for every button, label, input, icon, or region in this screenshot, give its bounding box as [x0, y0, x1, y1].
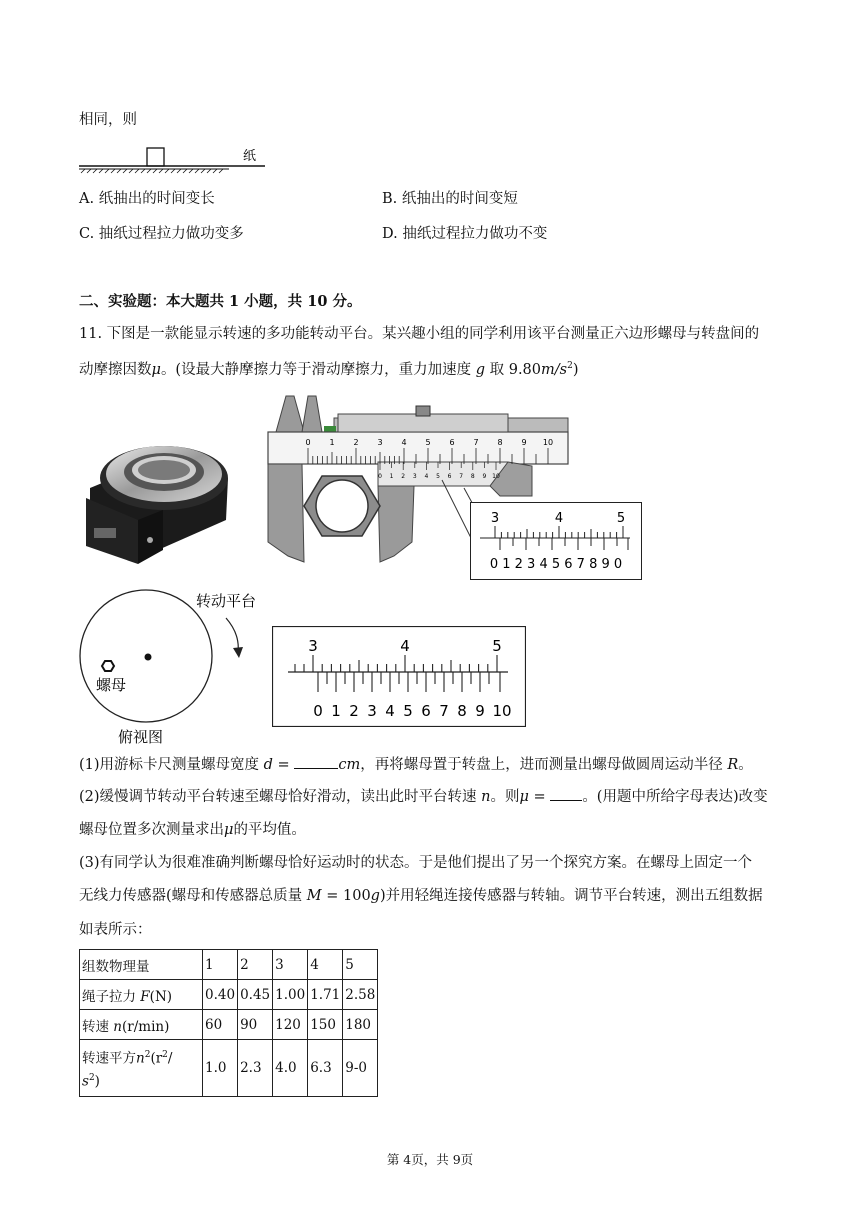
svg-text:5: 5 — [425, 438, 431, 447]
svg-text:3: 3 — [308, 637, 318, 655]
part1-text-a: (1)用游标卡尺测量螺母宽度 — [79, 757, 264, 773]
n-symbol: n — [481, 789, 491, 805]
svg-text:0: 0 — [305, 438, 311, 447]
svg-text:4: 4 — [424, 473, 429, 480]
table-row-label — [80, 1010, 203, 1040]
g-symbol: g — [475, 361, 485, 378]
table-cell: 4 — [308, 950, 343, 980]
svg-text:3: 3 — [367, 702, 377, 720]
svg-text:6: 6 — [447, 473, 452, 480]
table-cell: 60 — [203, 1010, 238, 1040]
thumb-screw — [416, 406, 430, 416]
part3-text-b: = 100 — [321, 888, 371, 904]
svg-text:3: 3 — [412, 473, 417, 480]
moving-jaw — [378, 486, 414, 562]
F-symbol: F — [140, 988, 150, 1005]
label-slash: / — [167, 1050, 173, 1066]
vernier-zoom-small — [470, 502, 642, 580]
table-row — [80, 950, 378, 980]
svg-text:6: 6 — [449, 438, 455, 447]
svg-text:3: 3 — [377, 438, 383, 447]
table-row — [80, 980, 378, 1010]
table-row — [80, 1010, 378, 1040]
vernier-zoom-large — [272, 626, 526, 727]
n-symbol: n — [113, 1018, 122, 1035]
answer-blank-d[interactable] — [294, 754, 338, 769]
table-row-label: 转速平方$n^2(r^2/$ $s^2$) — [80, 1040, 203, 1097]
section-heading: 二、实验题：本大题共 1 小题，共 10 分。 — [79, 293, 362, 310]
svg-text:2: 2 — [349, 702, 359, 720]
zoom-vernier-labels: 0 1 2 3 4 5 6 7 8 9 0 — [489, 557, 623, 572]
part2-text-a: (2)缓慢调节转动平台转速至螺母恰好滑动，读出此时平台转速 — [79, 789, 482, 805]
table-cell: 120 — [273, 1010, 308, 1040]
q11-text: ) — [572, 361, 579, 378]
table-cell: 180 — [343, 1010, 378, 1040]
table-cell: 4.0 — [273, 1040, 308, 1097]
table-cell: 1.0 — [203, 1040, 238, 1097]
d-symbol: d — [263, 757, 273, 773]
mu-symbol: μ — [224, 822, 234, 838]
table-cell: 2.3 — [238, 1040, 273, 1097]
answer-blank-mu[interactable] — [550, 786, 582, 801]
block — [147, 148, 164, 166]
svg-text:3: 3 — [490, 511, 500, 526]
svg-text:7: 7 — [439, 702, 449, 720]
svg-text:10: 10 — [492, 473, 500, 480]
svg-text:5: 5 — [403, 702, 413, 720]
table-cell: 0.45 — [238, 980, 273, 1010]
part1-text — [79, 754, 753, 775]
svg-text:4: 4 — [400, 637, 410, 655]
mu-symbol: μ — [519, 789, 529, 805]
q11-line2 — [79, 356, 579, 380]
part3-line2 — [79, 886, 763, 906]
label-unit: (N) — [149, 988, 173, 1005]
table-cell: 2.58 — [343, 980, 378, 1010]
label-text: 转速平方 — [82, 1050, 136, 1066]
table-cell: 1 — [203, 950, 238, 980]
part2-text-c: 。(用题中所给字母表达)改变 — [582, 789, 768, 805]
part3-line1: (3)有同学认为很难准确判断螺母恰好运动时的状态。于是他们提出了另一个探究方案。在螺母上固定一个 — [79, 855, 753, 871]
svg-text:7: 7 — [473, 438, 479, 447]
svg-text:8: 8 — [497, 438, 503, 447]
table-cell: 1.00 — [273, 980, 308, 1010]
table-cell: 3 — [273, 950, 308, 980]
part1-text-c: 。 — [738, 757, 753, 773]
q11-text: 取 9.80 — [485, 361, 542, 378]
label-unit: (r/min) — [122, 1018, 170, 1035]
mu-symbol: μ — [151, 361, 161, 378]
M-symbol: M — [306, 888, 322, 904]
label-paren: ) — [94, 1073, 100, 1090]
paper-label: 纸 — [243, 149, 257, 164]
data-table — [79, 949, 378, 1097]
svg-text:8: 8 — [457, 702, 467, 720]
svg-text:10: 10 — [492, 702, 512, 720]
unit-g: g — [370, 888, 380, 904]
s-symbol: s — [82, 1073, 89, 1090]
fixed-jaw — [268, 464, 304, 562]
option-a: A. 纸抽出的时间变长 — [79, 191, 215, 207]
R-symbol: R — [727, 757, 739, 773]
center-axis — [145, 654, 152, 661]
svg-text:4: 4 — [385, 702, 395, 720]
svg-text:9: 9 — [482, 473, 487, 480]
table-cell: 150 — [308, 1010, 343, 1040]
part3-line3: 如表所示： — [79, 922, 152, 938]
svg-text:1: 1 — [331, 702, 341, 720]
table-cell: 0.40 — [203, 980, 238, 1010]
part2-line2 — [79, 820, 306, 840]
svg-text:7: 7 — [459, 473, 464, 480]
svg-text:4: 4 — [554, 511, 564, 526]
equals: = — [528, 789, 551, 805]
label-unit: (r — [150, 1050, 163, 1066]
part2-text-d: 螺母位置多次测量求出 — [79, 822, 224, 838]
nut-icon — [102, 661, 114, 671]
question-fragment: 相同，则 — [79, 112, 137, 128]
svg-text:5: 5 — [616, 511, 626, 526]
equals: = — [272, 757, 295, 773]
table-cell: 组数物理量 — [80, 950, 203, 980]
svg-text:5: 5 — [436, 473, 440, 480]
part3-text-a: 无线力传感器(螺母和传感器总质量 — [79, 888, 307, 904]
q11-text: 动摩擦因数 — [79, 361, 152, 378]
svg-text:0: 0 — [378, 473, 382, 480]
table-hatch — [81, 169, 223, 173]
n-symbol: n — [136, 1050, 145, 1066]
svg-text:2: 2 — [353, 438, 359, 447]
page-footer: 第 4页，共 9页 — [386, 1152, 474, 1167]
part2-text-e: 的平均值。 — [233, 822, 306, 838]
part1-text-b: ，再将螺母置于转盘上，进而测量出螺母做圆周运动半径 — [360, 757, 728, 773]
table-row-label — [80, 980, 203, 1010]
superscript: 2 — [567, 361, 573, 371]
q11-line1: 11. 下图是一款能显示转速的多功能转动平台。某兴趣小组的同学利用该平台测量正六边形螺母与转盘间的 — [79, 326, 760, 342]
svg-text:6: 6 — [421, 702, 431, 720]
top-view-diagram — [78, 588, 258, 752]
rotation-arrow — [226, 618, 238, 652]
paper-block-diagram — [79, 140, 279, 174]
unit-cm: cm — [338, 757, 361, 773]
svg-text:8: 8 — [470, 473, 475, 480]
option-b: B. 纸抽出的时间变短 — [382, 191, 518, 207]
table-cell: 5 — [343, 950, 378, 980]
label-text: 转速 — [82, 1018, 114, 1035]
table-cell: 9-0 — [343, 1040, 378, 1097]
table-cell: 2 — [238, 950, 273, 980]
rotary-platform-photo — [78, 428, 238, 566]
svg-text:1: 1 — [389, 473, 394, 480]
label-text: 绳子拉力 — [82, 988, 141, 1005]
platform-label: 转动平台 — [196, 592, 257, 610]
unit: m/s — [541, 361, 568, 378]
svg-text:0: 0 — [313, 702, 323, 720]
svg-text:2: 2 — [401, 473, 406, 480]
nut-label: 螺母 — [96, 676, 127, 694]
q11-text: 。(设最大静摩擦力等于滑动摩擦力，重力加速度 — [160, 361, 476, 378]
part2-line1 — [79, 786, 768, 807]
svg-text:10: 10 — [542, 438, 554, 447]
table-cell: 90 — [238, 1010, 273, 1040]
option-d: D. 抽纸过程拉力做功不变 — [382, 226, 548, 242]
part2-text-b: 。则 — [490, 789, 520, 805]
option-c: C. 抽纸过程拉力做功变多 — [79, 226, 244, 242]
svg-text:1: 1 — [329, 438, 335, 447]
table-cell: 1.71 — [308, 980, 343, 1010]
table-cell: 6.3 — [308, 1040, 343, 1097]
svg-text:5: 5 — [492, 637, 502, 655]
svg-text:4: 4 — [401, 438, 407, 447]
part3-text-c: )并用轻绳连接传感器与转轴。调节平台转速，测出五组数据 — [379, 888, 763, 904]
table-row — [80, 1040, 378, 1097]
svg-text:9: 9 — [475, 702, 485, 720]
svg-text:9: 9 — [521, 438, 527, 447]
top-view-label: 俯视图 — [118, 728, 164, 746]
